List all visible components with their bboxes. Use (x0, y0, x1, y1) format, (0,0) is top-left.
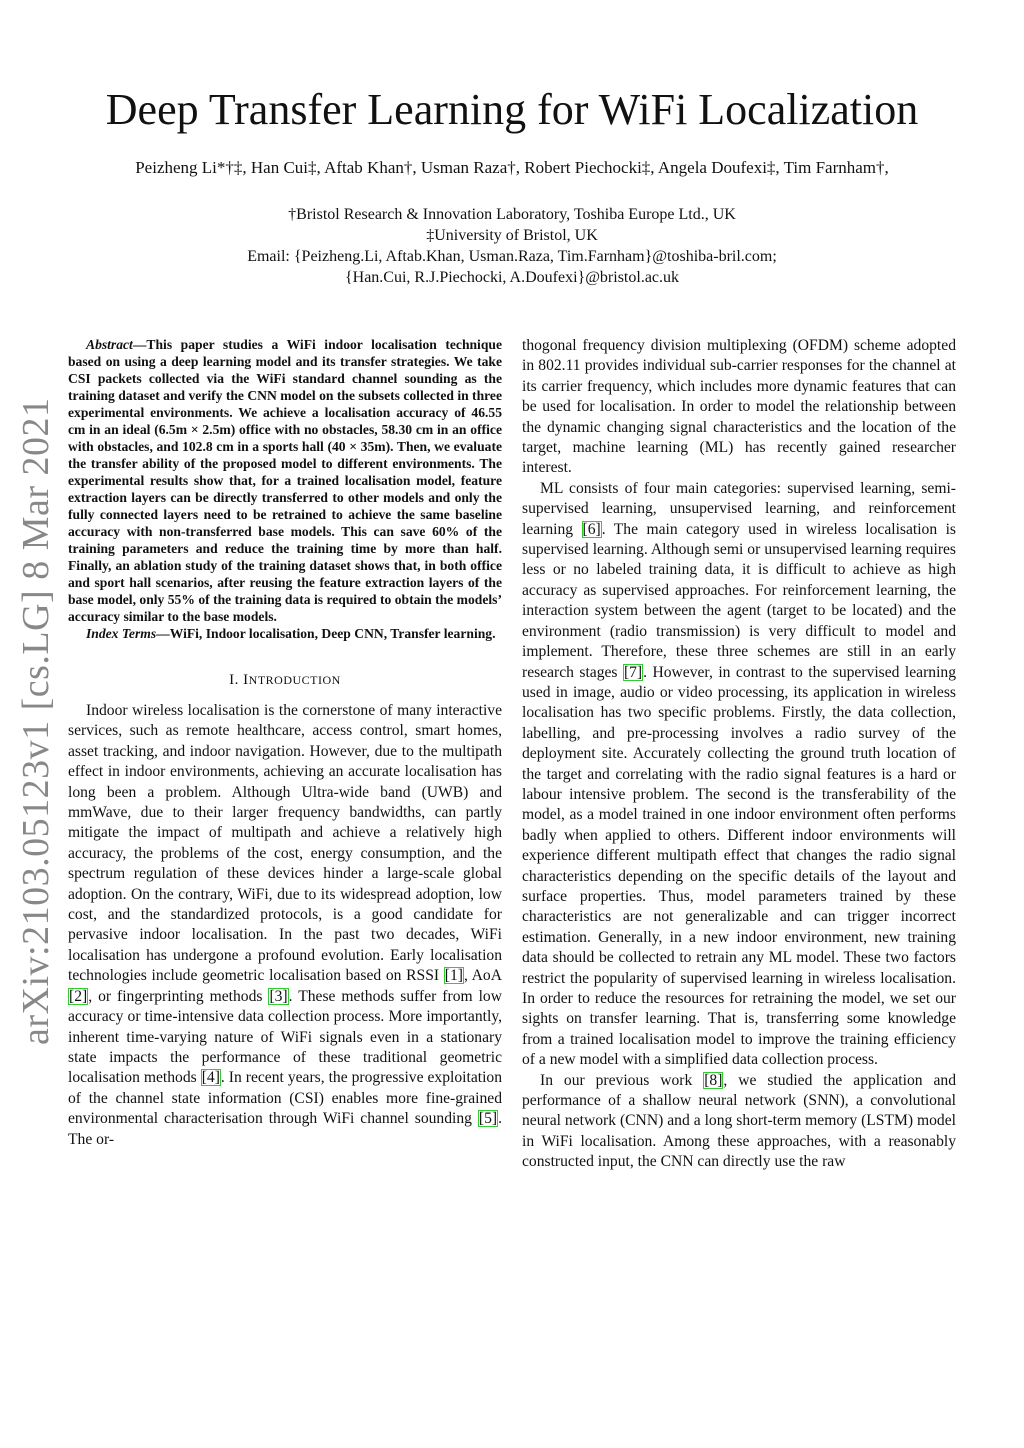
email-bristol: {Han.Cui, R.J.Piechocki, A.Doufexi}@bristol.ac.uk (344, 269, 680, 286)
citation-link[interactable]: [7] (623, 663, 643, 681)
left-column (68, 336, 502, 1150)
right-paragraph-3 (522, 1071, 956, 1173)
right-paragraph-1: thogonal frequency division multiplexing (OFDM) scheme adopted in 802.11 provides individual sub-carrier responses for the channel at its carrier frequency, which includes more dynamic features that can be used for localisation. In order to model the relationship between the dynamic changing signal characteristics and the location of the target, machine learning (ML) has recently gained researcher interest. (522, 337, 956, 477)
citation-link[interactable]: [4] (201, 1069, 220, 1087)
intro-text-1: Indoor wireless localisation is the cornerstone of many interactive services, such as remote healthcare, access control, smart homes, asset tracking, and indoor navigation. However, due to the multipath effect in indoor environments, achieving an accurate localisation has long been a problem. Although Ultra-wide band (UWB) and mmWave, due to their larger frequency bandwidths, can partly mitigate the impact of multipath and achieve a relatively high accuracy, the problems of the cost, energy consumption, and the spectrum regulation of these devices hinder a large-scale global adoption. On the contrary, WiFi, due to its widespread adoption, low cost, and the standardized protocols, is a good candidate for pervasive indoor localisation. In the past two decades, WiFi localisation has undergone a profound evolution. Early localisation technologies include geometric localisation based on RSSI (68, 702, 502, 985)
intro-text-2: , AoA (463, 967, 502, 985)
section-name-first: I (243, 672, 249, 688)
index-terms-label: Index Terms (86, 626, 157, 641)
intro-text-5: . In recent years, the progressive exploitation of the channel state information (CSI) enables more fine-grained environmental characterisation through WiFi channel sounding (68, 1069, 502, 1128)
section-name-rest: NTRODUCTION (248, 673, 341, 687)
citation-link[interactable]: [8] (704, 1071, 723, 1089)
abstract (68, 336, 502, 625)
section-heading-introduction (68, 672, 502, 689)
abstract-label: Abstract (86, 337, 133, 352)
index-terms (68, 625, 502, 642)
citation-link[interactable]: [6] (582, 520, 601, 538)
prev-work-text-2: , we studied the application and performance of a shallow neural network (SNN), a convolutional neural network (CNN) and a long short-term memory (LSTM) model in WiFi localisation. Among these approaches, with a reasonably constructed input, the CNN can directly use the raw (522, 1071, 956, 1171)
ml-text-2: . The main category used in wireless localisation is supervised learning. Although semi or unsupervised learning requires less or no labeled training data, it is difficult to achieve as high accuracy as supervised approaches. For reinforcement learning, the interaction system between the agent (target to be located) and the environment (radio transmission) is very difficult to model and implement. Therefore, these three schemes are still in an early research stages (522, 520, 956, 681)
prev-work-text-1: In our previous work (540, 1071, 704, 1089)
citation-link[interactable]: [2] (69, 987, 88, 1005)
intro-paragraph (68, 701, 502, 1150)
ml-text-1: ML consists of four main categories: supervised learning, semi-supervised learning, unsupervised learning, and reinforcement learning (522, 479, 956, 538)
affiliation-bristol: ‡University of Bristol, UK (426, 227, 598, 244)
citation-link[interactable]: [3] (269, 987, 288, 1005)
affiliation-toshiba: †Bristol Research & Innovation Laboratory, Toshiba Europe Ltd., UK (288, 206, 736, 223)
intro-text-4: . These methods suffer from low accuracy or time-intensive data collection process. More importantly, inherent time-varying nature of WiFi signals even in a stationary state impacts the performance of these traditional geometric localisation methods (68, 987, 502, 1087)
citation-link[interactable]: [1] (444, 967, 463, 985)
paper-title: Deep Transfer Learning for WiFi Localization (105, 85, 919, 134)
intro-text-6: . The or- (68, 1110, 502, 1148)
arxiv-identifier: arXiv:2103.05123v1 [cs.LG] 8 Mar 2021 (15, 397, 57, 1045)
right-column (522, 336, 956, 1173)
section-number: I. (229, 672, 239, 688)
author-list: Peizheng Li*†‡, Han Cui‡, Aftab Khan†, Usman Raza†, Robert Piechocki‡, Angela Doufexi‡, Tim Farnham†, (135, 158, 889, 177)
abstract-text: —This paper studies a WiFi indoor localisation technique based on using a deep learning model and its transfer strategies. We take CSI packets collected via the WiFi standard channel sounding as the training dataset and verify the CNN model on the subsets collected in three experimental environments. We achieve a localisation accuracy of 46.55 cm in an ideal (6.5m × 2.5m) office with no obstacles, 58.30 cm in an office with obstacles, and 102.8 cm in a sports hall (40 × 35m). Then, we evaluate the transfer ability of the proposed model to different environments. The experimental results show that, for a trained localisation model, feature extraction layers can be directly transferred to other models and only the fully connected layers need to be retrained to achieve the same baseline accuracy with non-transferred base models. This can save 60% of the training parameters and reduce the training time by more than half. Finally, an ablation study of the training dataset shows that, in both office and sport hall scenarios, after reusing the feature extraction layers of the base model, only 55% of the training data is required to obtain the models’ accuracy similar to the base models. (68, 337, 502, 624)
email-toshiba: Email: {Peizheng.Li, Aftab.Khan, Usman.Raza, Tim.Farnham}@toshiba-bril.com; (247, 248, 777, 265)
ml-text-3: . However, in contrast to the supervised learning used in image, audio or video processing, its application in wireless localisation has two specific problems. Firstly, the data collection, labelling, and pre-processing involves a radio survey of the deployment site. Accurately collecting the ground truth location of the target and correlating with the radio signal features is a hard or labour intensive problem. The second is the transferability of the model, as a model trained in one indoor environment often performs badly when applied to others. Different indoor environments will experience different multipath effect that changes the radio signal characteristics depending on the specific details of the layout and surface properties. Thus, model parameters trained by these characteristics are not generalizable and can trigger incorrect estimation. Generally, in a new indoor environment, new training data should be collected to retrain any ML model. These two factors restrict the popularity of supervised learning in wireless localisation. In order to reduce the resources for retraining the model, we set our sights on transfer learning. That is, transferring some knowledge from a trained localisation model to improve the training efficiency of a new model with a simplified data collection process. (522, 663, 956, 1069)
index-terms-text: —WiFi, Indoor localisation, Deep CNN, Transfer learning. (156, 626, 496, 641)
citation-link[interactable]: [5] (478, 1110, 498, 1128)
intro-text-3: , or fingerprinting methods (88, 987, 269, 1005)
right-paragraph-2 (522, 479, 956, 1071)
